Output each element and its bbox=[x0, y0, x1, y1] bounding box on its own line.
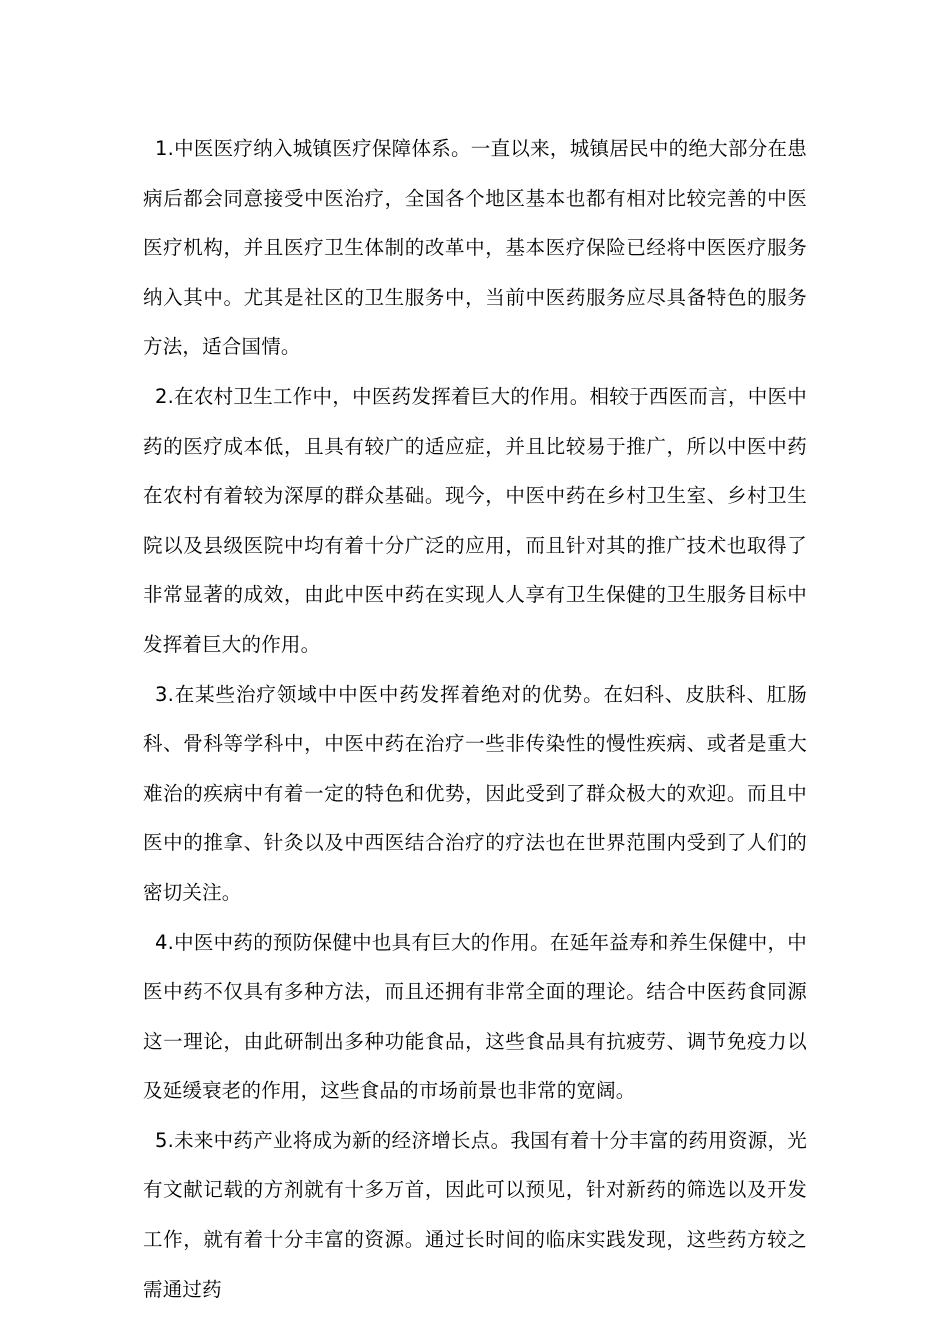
paragraph-5: 5.未来中药产业将成为新的经济增长点。我国有着十分丰富的药用资源，光有文献记载的方剂就有十多万首，因此可以预见，针对新药的筛选以及开发工作，就有着十分丰富的资源。通过长时间的临床实践发现，这些药方较之需通过药 bbox=[143, 1128, 807, 1301]
paragraph-3: 3.在某些治疗领域中中医中药发挥着绝对的优势。在妇科、皮肤科、肛肠科、骨科等学科中，中医中药在治疗一些非传染性的慢性疾病、或者是重大难治的疾病中有着一定的特色和优势，因此受到了群众极大的欢迎。而且中医中的推拿、针灸以及中西医结合治疗的疗法也在世界范围内受到了人们的密切关注。 bbox=[143, 682, 807, 904]
document-body bbox=[143, 124, 807, 1314]
paragraph-2: 2.在农村卫生工作中，中医药发挥着巨大的作用。相较于西医而言，中医中药的医疗成本低，且具有较广的适应症，并且比较易于推广，所以中医中药在农村有着较为深厚的群众基础。现今，中医中药在乡村卫生室、乡村卫生院以及县级医院中均有着十分广泛的应用，而且针对其的推广技术也取得了非常显著的成效，由此中医中药在实现人人享有卫生保健的卫生服务目标中发挥着巨大的作用。 bbox=[143, 384, 807, 656]
paragraph-4: 4.中医中药的预防保健中也具有巨大的作用。在延年益寿和养生保健中，中医中药不仅具有多种方法，而且还拥有非常全面的理论。结合中医药食同源这一理论，由此研制出多种功能食品，这些食品具有抗疲劳、调节免疫力以及延缓衰老的作用，这些食品的市场前景也非常的宽阔。 bbox=[143, 930, 807, 1103]
paragraph-1: 1.中医医疗纳入城镇医疗保障体系。一直以来，城镇居民中的绝大部分在患病后都会同意接受中医治疗，全国各个地区基本也都有相对比较完善的中医医疗机构，并且医疗卫生体制的改革中，基本医疗保险已经将中医医疗服务纳入其中。尤其是社区的卫生服务中，当前中医药服务应尽具备特色的服务方法，适合国情。 bbox=[143, 137, 807, 359]
